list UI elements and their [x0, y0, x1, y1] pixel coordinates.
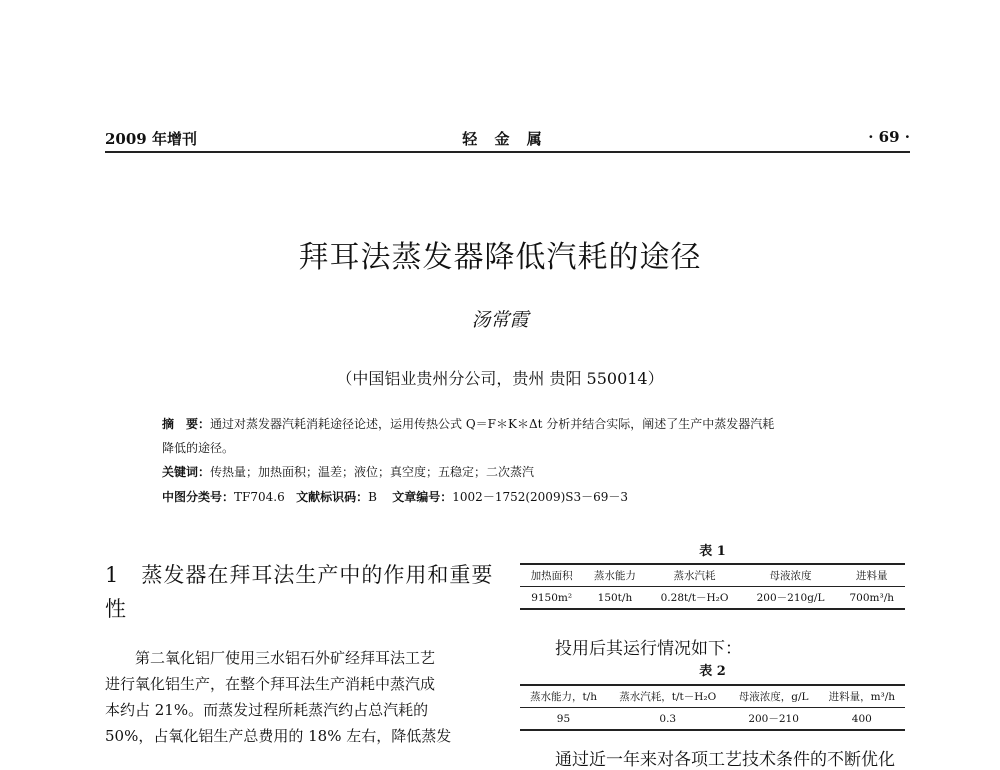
section-1-line-3: 本约占 21%。而蒸发过程所耗蒸汽约占总汽耗的	[105, 701, 429, 719]
table-2-header-cell: 母液浓度，g/L	[738, 691, 809, 703]
table-1-header-cell: 母液浓度	[769, 570, 812, 582]
table-1-followup-text: 投用后其运行情况如下：	[555, 639, 742, 659]
table-1-header-cell: 蒸水能力	[593, 570, 636, 582]
table-1	[520, 563, 905, 610]
table-2-caption: 表 2	[699, 664, 726, 679]
table-2-cell: 400	[851, 712, 872, 725]
table-2-row	[520, 708, 905, 731]
cut-off-paragraph-line: 通过近一年来对各项工艺技术条件的不断优化	[555, 750, 895, 770]
table-1-row	[520, 587, 905, 610]
table-2-cell: 95	[556, 712, 571, 725]
table-2-cell: 0.3	[659, 712, 677, 725]
table-2-header-row	[520, 685, 905, 708]
table-1-header-cell: 加热面积	[530, 570, 573, 582]
table-1-cell: 150t/h	[597, 591, 633, 604]
table-2-header-cell: 蒸水汽耗，t/t－H₂O	[619, 691, 717, 703]
article-affiliation: （中国铝业贵州分公司，贵州 贵阳 550014）	[336, 369, 664, 388]
article-number-value: 1002－1752(2009)S3－69－3	[452, 490, 629, 504]
running-header-journal: 轻 金 属	[462, 130, 548, 148]
table-1-cell: 9150m²	[531, 591, 573, 604]
keywords	[162, 463, 534, 480]
abstract-line-1	[162, 415, 774, 432]
abstract-line-2: 降低的途径。	[162, 441, 235, 455]
article-title: 拜耳法蒸发器降低汽耗的途径	[298, 240, 702, 275]
table-1-cell: 0.28t/t－H₂O	[660, 592, 729, 604]
header-rule	[105, 151, 910, 153]
keywords-label: 关键词：	[162, 465, 211, 479]
table-2-header-cell: 蒸水能力，t/h	[529, 691, 597, 703]
classification-value: TF704.6	[234, 490, 285, 504]
article-number-label: 文章编号：	[392, 490, 453, 504]
keywords-text: 传热量；加热面积；温差；液位；真空度；五稳定；二次蒸汽	[210, 465, 535, 479]
table-2-header-cell: 进料量，m³/h	[828, 691, 896, 703]
abstract-text-1: 通过对蒸发器汽耗消耗途径论述，运用传热公式 Q＝F＊K＊Δt 分析并结合实际，阐述了生产中蒸发器汽耗	[210, 417, 775, 431]
article-author: 汤常霞	[471, 309, 529, 331]
table-1-cell: 700m³/h	[849, 591, 895, 604]
table-1-cell: 200－210g/L	[756, 592, 825, 604]
doc-code-value: B	[368, 490, 377, 504]
section-1-line-2: 进行氧化铝生产，在整个拜耳法生产消耗中蒸汽成	[105, 675, 436, 693]
section-1-heading: 1 蒸发器在拜耳法生产中的作用和重要性	[105, 563, 494, 621]
table-1-header-row	[520, 564, 905, 587]
table-2	[520, 684, 905, 731]
abstract-label: 摘 要：	[162, 417, 211, 431]
doc-code-label: 文献标识码：	[296, 490, 369, 504]
classification-line	[162, 488, 628, 505]
section-1-line-4: 50%，占氧化铝生产总费用的 18% 左右，降低蒸发	[105, 727, 452, 745]
running-header-page-number: · 69 ·	[868, 128, 910, 146]
classification-label: 中图分类号：	[162, 490, 235, 504]
table-2-cell: 200－210	[748, 713, 799, 725]
section-1-line-1: 第二氧化铝厂使用三水铝石外矿经拜耳法工艺	[135, 649, 436, 667]
table-1-header-cell: 进料量	[856, 570, 888, 582]
table-1-caption: 表 1	[699, 544, 726, 559]
table-1-header-cell: 蒸水汽耗	[673, 570, 716, 582]
running-header-issue: 2009 年增刊	[105, 130, 197, 148]
